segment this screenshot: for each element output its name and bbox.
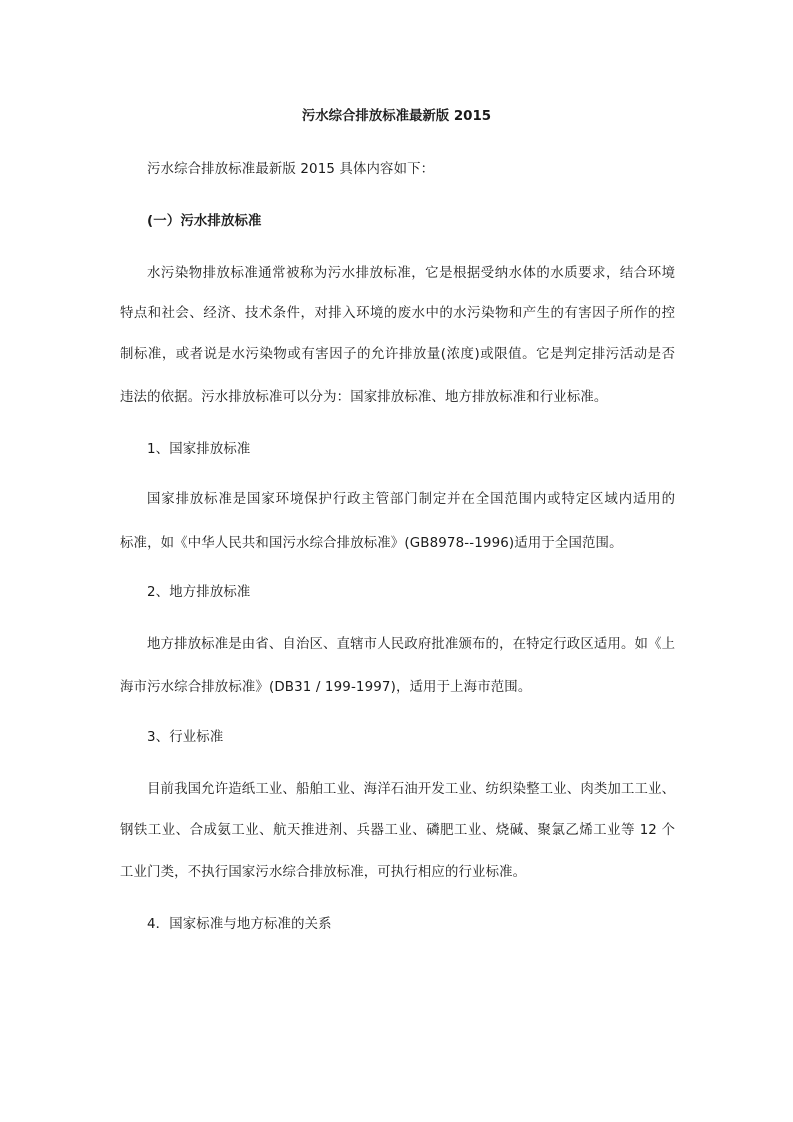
document-title: 污水综合排放标准最新版 2015 [301,109,492,124]
paragraph-line: 标准，如《中华人民共和国污水综合排放标准》(GB8978--1996)适用于全国范围。 [120,536,623,551]
subsection-heading: 3、行业标准 [147,730,224,745]
subsection-heading: 1、国家排放标准 [147,442,251,457]
paragraph-line: 违法的依据。污水排放标准可以分为：国家排放标准、地方排放标准和行业标准。 [120,390,608,405]
subsection-heading: 4．国家标准与地方标准的关系 [147,917,332,932]
intro-text: 污水综合排放标准最新版 2015 具体内容如下： [147,162,435,177]
subsection-heading: 2、地方排放标准 [147,585,251,600]
paragraph-line: 国家排放标准是国家环境保护行政主管部门制定并在全国范围内或特定区域内适用的 [147,492,675,507]
paragraph-line: 海市污水综合排放标准》(DB31 / 199-1997)，适用于上海市范围。 [120,680,532,695]
paragraph-line: 水污染物排放标准通常被称为污水排放标准，它是根据受纳水体的水质要求，结合环境 [147,266,675,281]
paragraph-line: 目前我国允许造纸工业、船舶工业、海洋石油开发工业、纺织染整工业、肉类加工工业、 [147,782,675,797]
paragraph-line: 钢铁工业、合成氨工业、航天推进剂、兵器工业、磷肥工业、烧碱、聚氯乙烯工业等 12 个 [120,823,675,838]
section-heading: (一）污水排放标准 [147,214,262,229]
paragraph-line: 工业门类，不执行国家污水综合排放标准，可执行相应的行业标准。 [120,865,527,880]
paragraph-line: 地方排放标准是由省、自治区、直辖市人民政府批准颁布的，在特定行政区适用。如《上 [147,637,675,652]
paragraph-line: 特点和社会、经济、技术条件，对排入环境的废水中的水污染物和产生的有害因子所作的控 [120,306,675,321]
paragraph-line: 制标准，或者说是水污染物或有害因子的允许排放量(浓度)或限值。它是判定排污活动是否 [120,347,675,362]
